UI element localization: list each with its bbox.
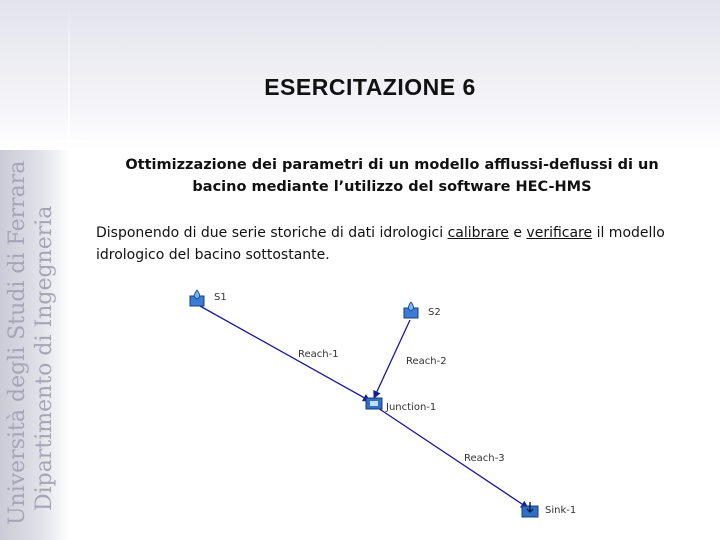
department-line: Dipartimento di Ingegneria xyxy=(32,205,57,511)
subtitle-line-2: bacino mediante l’utilizzo del software HEC-HMS xyxy=(192,179,592,195)
junction-icon[interactable] xyxy=(366,398,382,409)
reach-2-label: Reach-2 xyxy=(406,356,447,367)
university-watermark xyxy=(4,161,58,525)
reach-1-link xyxy=(200,306,370,401)
desc-text-2: e xyxy=(508,225,527,241)
reach-3-link xyxy=(378,408,528,508)
s2-label: S2 xyxy=(428,307,441,318)
reach-1-label: Reach-1 xyxy=(298,349,339,360)
university-line: Università degli Studi di Ferrara xyxy=(5,160,30,525)
slide-description xyxy=(96,222,696,266)
junction-label: Junction-1 xyxy=(386,402,437,413)
desc-text-3: il modello idrologico del bacino sottostante. xyxy=(96,225,665,263)
slide-title: ESERCITAZIONE 6 xyxy=(264,74,476,100)
subbasin-icon[interactable] xyxy=(404,302,418,318)
basin-model-svg xyxy=(116,268,716,540)
horizontal-divider-line xyxy=(0,140,720,141)
slide-subtitle xyxy=(92,154,692,198)
reach-2-link xyxy=(374,320,410,398)
subtitle-line-1: Ottimizzazione dei parametri di un modello afflussi-deflussi di un xyxy=(125,157,659,173)
sink-icon[interactable] xyxy=(522,502,538,517)
desc-verificare: verificare xyxy=(526,225,593,241)
s1-label: S1 xyxy=(214,292,227,303)
basin-model-diagram xyxy=(116,268,716,540)
sink-label: Sink-1 xyxy=(545,505,577,516)
sparkle-icon xyxy=(56,128,82,154)
reach-3-label: Reach-3 xyxy=(464,453,505,464)
desc-calibrare: calibrare xyxy=(447,225,509,241)
subbasin-icon[interactable] xyxy=(190,290,204,306)
desc-text-1: Disponendo di due serie storiche di dati idrologici xyxy=(96,225,448,241)
